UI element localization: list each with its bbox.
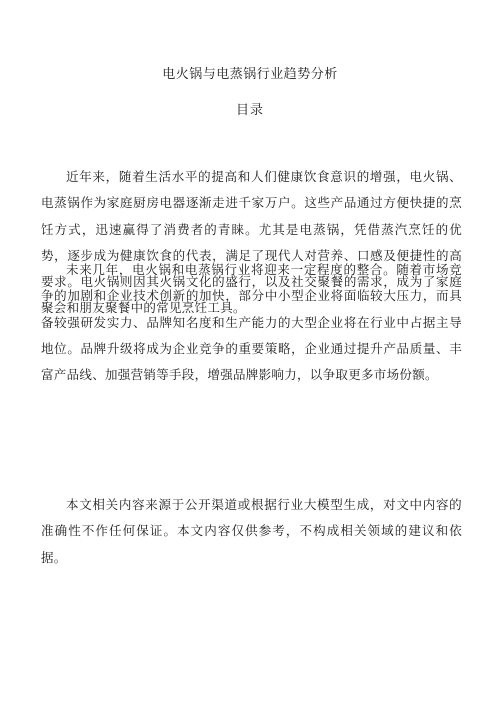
toc-heading: 目录 <box>235 103 264 118</box>
paragraph-intro: 近年来，随着生活水平的提高和人们健康饮食意识的增强，电火锅、电蒸锅作为家庭厨房电器逐渐走进千家万户。这些产品通过方便快捷的烹饪方式，迅速赢得了消费者的青睐。尤其是电蒸锅，凭借蒸汽烹饪的优势，逐步成为健康饮食的代表，满足了现代人对营养、口感及便捷性的高要求。电火锅则因其火锅文化的盛行，以及社交聚餐的需求，成为了家庭聚会和朋友聚餐中的常见烹饪工具。 <box>41 169 462 316</box>
paragraph-outlook: 未来几年，电火锅和电蒸锅行业将迎来一定程度的整合。随着市场竞争的加剧和企业技术创新的加快，部分中小型企业将面临较大压力，而具备较强研发实力、品牌知名度和生产能力的大型企业将在行业中占据主导地位。品牌升级将成为企业竞争的重要策略，企业通过提升产品质量、丰富产品线、加强营销等手段，增强品牌影响力，以争取更多市场份额。 <box>41 262 462 383</box>
document-title: 电火锅与电蒸锅行业趋势分析 <box>162 67 338 82</box>
paragraph-disclaimer: 本文相关内容来源于公开渠道或根据行业大模型生成，对文中内容的准确性不作任何保证。本文内容仅供参考，不构成相关领域的建议和依据。 <box>41 497 462 565</box>
